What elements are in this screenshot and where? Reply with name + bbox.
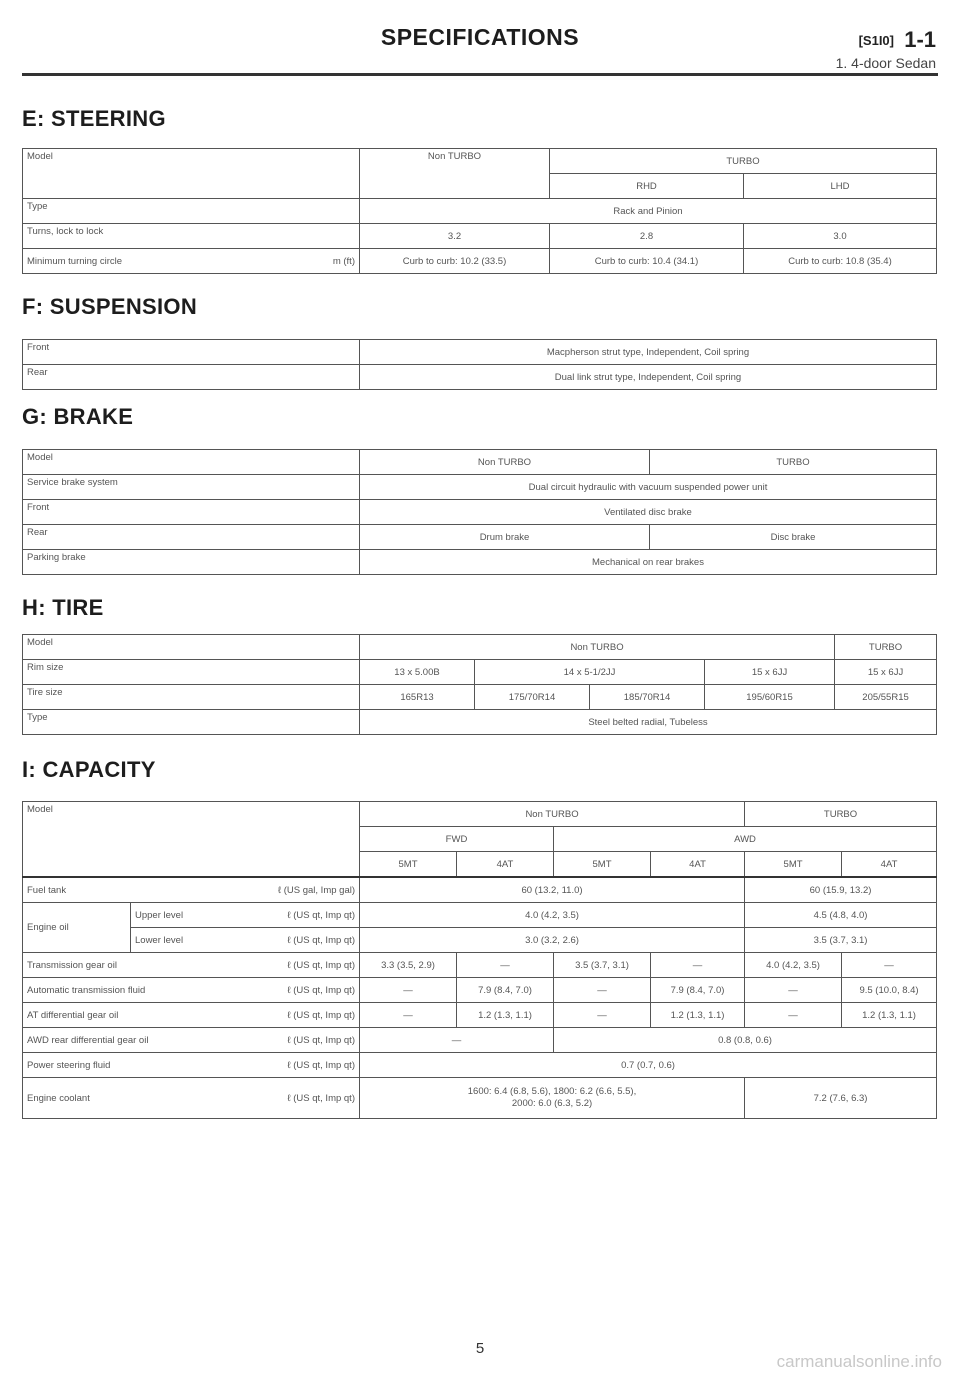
tire-type-label: Type bbox=[23, 710, 360, 735]
lower-level-unit: ℓ (US qt, Imp qt) bbox=[287, 934, 355, 946]
model-label: Model bbox=[23, 635, 360, 660]
transmission-oil-value: 3.5 (3.7, 3.1) bbox=[554, 953, 651, 978]
suspension-title: F: SUSPENSION bbox=[22, 294, 198, 319]
table-row bbox=[23, 224, 937, 249]
transmission-oil-label-cell bbox=[23, 953, 360, 978]
tire-size-value: 205/55R15 bbox=[835, 685, 937, 710]
tire-size-value: 165R13 bbox=[360, 685, 475, 710]
rear-label: Rear bbox=[23, 365, 360, 390]
table-row bbox=[23, 978, 937, 1003]
front-brake-label: Front bbox=[23, 500, 360, 525]
type-value: Rack and Pinion bbox=[360, 199, 937, 224]
transmission-header: 5MT bbox=[360, 852, 457, 878]
transmission-header: 4AT bbox=[457, 852, 554, 878]
table-row bbox=[23, 199, 937, 224]
at-diff-label: AT differential gear oil bbox=[27, 1009, 119, 1021]
table-row bbox=[23, 953, 937, 978]
table-row bbox=[23, 802, 937, 827]
turning-circle-value: Curb to curb: 10.8 (35.4) bbox=[744, 249, 937, 274]
table-row bbox=[23, 1053, 937, 1078]
rear-brake-non-turbo: Drum brake bbox=[360, 525, 650, 550]
fuel-tank-turbo: 60 (15.9, 13.2) bbox=[745, 877, 937, 903]
model-label: Model bbox=[23, 450, 360, 475]
table-row bbox=[23, 710, 937, 735]
table-row bbox=[23, 475, 937, 500]
rim-size-label: Rim size bbox=[23, 660, 360, 685]
lower-level-label-cell bbox=[131, 928, 360, 953]
atf-value: — bbox=[360, 978, 457, 1003]
fuel-tank-non-turbo: 60 (13.2, 11.0) bbox=[360, 877, 745, 903]
rear-brake-label: Rear bbox=[23, 525, 360, 550]
atf-label: Automatic transmission fluid bbox=[27, 984, 146, 996]
atf-unit: ℓ (US qt, Imp qt) bbox=[287, 984, 355, 996]
atf-value: 9.5 (10.0, 8.4) bbox=[842, 978, 937, 1003]
coolant-unit: ℓ (US qt, Imp qt) bbox=[287, 1092, 355, 1104]
table-row bbox=[23, 1028, 937, 1053]
table-row bbox=[23, 249, 937, 274]
tire-table bbox=[22, 634, 937, 735]
turbo-header: TURBO bbox=[835, 635, 937, 660]
awd-rear-diff-label: AWD rear differential gear oil bbox=[27, 1034, 149, 1046]
lower-level-turbo: 3.5 (3.7, 3.1) bbox=[745, 928, 937, 953]
turbo-header: TURBO bbox=[550, 149, 937, 174]
table-row bbox=[23, 1078, 937, 1119]
tire-size-label: Tire size bbox=[23, 685, 360, 710]
transmission-header: 4AT bbox=[651, 852, 745, 878]
atf-value: — bbox=[554, 978, 651, 1003]
upper-level-label: Upper level bbox=[135, 909, 184, 921]
lhd-header: LHD bbox=[744, 174, 937, 199]
awd-rear-diff-awd: 0.8 (0.8, 0.6) bbox=[554, 1028, 937, 1053]
brake-title: G: BRAKE bbox=[22, 404, 134, 429]
transmission-oil-value: — bbox=[651, 953, 745, 978]
at-diff-label-cell bbox=[23, 1003, 360, 1028]
turning-circle-label: Minimum turning circle bbox=[27, 255, 123, 267]
upper-level-label-cell bbox=[131, 903, 360, 928]
tire-title: H: TIRE bbox=[22, 595, 104, 620]
transmission-header: 5MT bbox=[745, 852, 842, 878]
watermark: carmanualsonline.info bbox=[776, 1352, 942, 1371]
non-turbo-header: Non TURBO bbox=[360, 149, 550, 199]
atf-value: 7.9 (8.4, 7.0) bbox=[651, 978, 745, 1003]
table-row bbox=[23, 149, 937, 174]
table-row bbox=[23, 635, 937, 660]
table-row bbox=[23, 685, 937, 710]
steering-table bbox=[22, 148, 937, 274]
atf-value: 7.9 (8.4, 7.0) bbox=[457, 978, 554, 1003]
tire-size-value: 185/70R14 bbox=[590, 685, 705, 710]
coolant-non-turbo-line: 2000: 6.0 (6.3, 5.2) bbox=[511, 1098, 593, 1109]
capacity-title: I: CAPACITY bbox=[22, 757, 156, 782]
turning-circle-value: Curb to curb: 10.4 (34.1) bbox=[550, 249, 744, 274]
transmission-oil-value: — bbox=[457, 953, 554, 978]
upper-level-unit: ℓ (US qt, Imp qt) bbox=[287, 909, 355, 921]
awd-header: AWD bbox=[554, 827, 937, 852]
coolant-non-turbo bbox=[360, 1078, 745, 1119]
table-row bbox=[23, 500, 937, 525]
front-value: Macpherson strut type, Independent, Coil spring bbox=[360, 340, 937, 365]
non-turbo-header: Non TURBO bbox=[360, 635, 835, 660]
tire-type-value: Steel belted radial, Tubeless bbox=[360, 710, 937, 735]
engine-oil-label: Engine oil bbox=[23, 903, 131, 953]
atf-value: — bbox=[745, 978, 842, 1003]
rear-value: Dual link strut type, Independent, Coil spring bbox=[360, 365, 937, 390]
front-label: Front bbox=[23, 340, 360, 365]
page-title: SPECIFICATIONS bbox=[380, 24, 580, 50]
rim-size-value: 15 x 6JJ bbox=[835, 660, 937, 685]
model-label: Model bbox=[23, 802, 360, 878]
type-label: Type bbox=[23, 199, 360, 224]
table-row bbox=[23, 877, 937, 903]
turbo-header: TURBO bbox=[650, 450, 937, 475]
turning-circle-value: Curb to curb: 10.2 (33.5) bbox=[360, 249, 550, 274]
lower-level-label: Lower level bbox=[135, 934, 184, 946]
turbo-header: TURBO bbox=[745, 802, 937, 827]
upper-level-turbo: 4.5 (4.8, 4.0) bbox=[745, 903, 937, 928]
brake-table bbox=[22, 449, 937, 575]
at-diff-value: 1.2 (1.3, 1.1) bbox=[457, 1003, 554, 1028]
page-subtitle: 1. 4-door Sedan bbox=[835, 55, 936, 71]
at-diff-value: 1.2 (1.3, 1.1) bbox=[842, 1003, 937, 1028]
at-diff-unit: ℓ (US qt, Imp qt) bbox=[287, 1009, 355, 1021]
rim-size-value: 15 x 6JJ bbox=[705, 660, 835, 685]
service-brake-value: Dual circuit hydraulic with vacuum suspended power unit bbox=[360, 475, 937, 500]
rhd-header: RHD bbox=[550, 174, 744, 199]
table-row bbox=[23, 525, 937, 550]
transmission-oil-unit: ℓ (US qt, Imp qt) bbox=[287, 959, 355, 971]
fuel-tank-label: Fuel tank bbox=[27, 884, 67, 896]
table-row bbox=[23, 903, 937, 928]
power-steering-label: Power steering fluid bbox=[27, 1059, 111, 1071]
at-diff-value: — bbox=[360, 1003, 457, 1028]
rim-size-value: 14 x 5-1/2JJ bbox=[475, 660, 705, 685]
at-diff-value: 1.2 (1.3, 1.1) bbox=[651, 1003, 745, 1028]
turns-value: 3.0 bbox=[744, 224, 937, 249]
turns-value: 2.8 bbox=[550, 224, 744, 249]
non-turbo-header: Non TURBO bbox=[360, 450, 650, 475]
page-number: 5 bbox=[475, 1340, 485, 1357]
turning-circle-label-cell bbox=[23, 249, 360, 274]
service-brake-label: Service brake system bbox=[23, 475, 360, 500]
table-row bbox=[23, 340, 937, 365]
table-row bbox=[23, 550, 937, 575]
coolant-turbo: 7.2 (7.6, 6.3) bbox=[745, 1078, 937, 1119]
turns-label: Turns, lock to lock bbox=[23, 224, 360, 249]
at-diff-value: — bbox=[745, 1003, 842, 1028]
page-reference: 1-1 bbox=[904, 27, 936, 52]
model-label: Model bbox=[23, 149, 360, 199]
power-steering-value: 0.7 (0.7, 0.6) bbox=[360, 1053, 937, 1078]
non-turbo-header: Non TURBO bbox=[360, 802, 745, 827]
power-steering-label-cell bbox=[23, 1053, 360, 1078]
transmission-oil-value: 4.0 (4.2, 3.5) bbox=[745, 953, 842, 978]
fwd-header: FWD bbox=[360, 827, 554, 852]
coolant-label-cell bbox=[23, 1078, 360, 1119]
awd-rear-diff-unit: ℓ (US qt, Imp qt) bbox=[287, 1034, 355, 1046]
table-row bbox=[23, 1003, 937, 1028]
table-row bbox=[23, 365, 937, 390]
suspension-table bbox=[22, 339, 937, 390]
upper-level-non-turbo: 4.0 (4.2, 3.5) bbox=[360, 903, 745, 928]
transmission-oil-label: Transmission gear oil bbox=[27, 959, 117, 971]
fuel-tank-unit: ℓ (US gal, Imp gal) bbox=[278, 884, 355, 896]
section-code: [S1I0] bbox=[858, 33, 894, 48]
table-row bbox=[23, 928, 937, 953]
awd-rear-diff-label-cell bbox=[23, 1028, 360, 1053]
parking-brake-label: Parking brake bbox=[23, 550, 360, 575]
transmission-oil-value: — bbox=[842, 953, 937, 978]
fuel-tank-label-cell bbox=[23, 877, 360, 903]
at-diff-value: — bbox=[554, 1003, 651, 1028]
header-rule bbox=[22, 73, 938, 76]
front-brake-value: Ventilated disc brake bbox=[360, 500, 937, 525]
turning-circle-unit: m (ft) bbox=[332, 255, 355, 267]
steering-title: E: STEERING bbox=[22, 106, 166, 131]
table-row bbox=[23, 660, 937, 685]
coolant-label: Engine coolant bbox=[27, 1092, 90, 1104]
awd-rear-diff-fwd: — bbox=[360, 1028, 554, 1053]
capacity-table bbox=[22, 801, 937, 1119]
atf-label-cell bbox=[23, 978, 360, 1003]
table-row bbox=[23, 450, 937, 475]
transmission-header: 5MT bbox=[554, 852, 651, 878]
lower-level-non-turbo: 3.0 (3.2, 2.6) bbox=[360, 928, 745, 953]
tire-size-value: 195/60R15 bbox=[705, 685, 835, 710]
coolant-non-turbo-line: 1600: 6.4 (6.8, 5.6), 1800: 6.2 (6.6, 5.5), bbox=[467, 1086, 637, 1097]
rim-size-value: 13 x 5.00B bbox=[360, 660, 475, 685]
transmission-oil-value: 3.3 (3.5, 2.9) bbox=[360, 953, 457, 978]
power-steering-unit: ℓ (US qt, Imp qt) bbox=[287, 1059, 355, 1071]
turns-value: 3.2 bbox=[360, 224, 550, 249]
parking-brake-value: Mechanical on rear brakes bbox=[360, 550, 937, 575]
rear-brake-turbo: Disc brake bbox=[650, 525, 937, 550]
transmission-header: 4AT bbox=[842, 852, 937, 878]
tire-size-value: 175/70R14 bbox=[475, 685, 590, 710]
